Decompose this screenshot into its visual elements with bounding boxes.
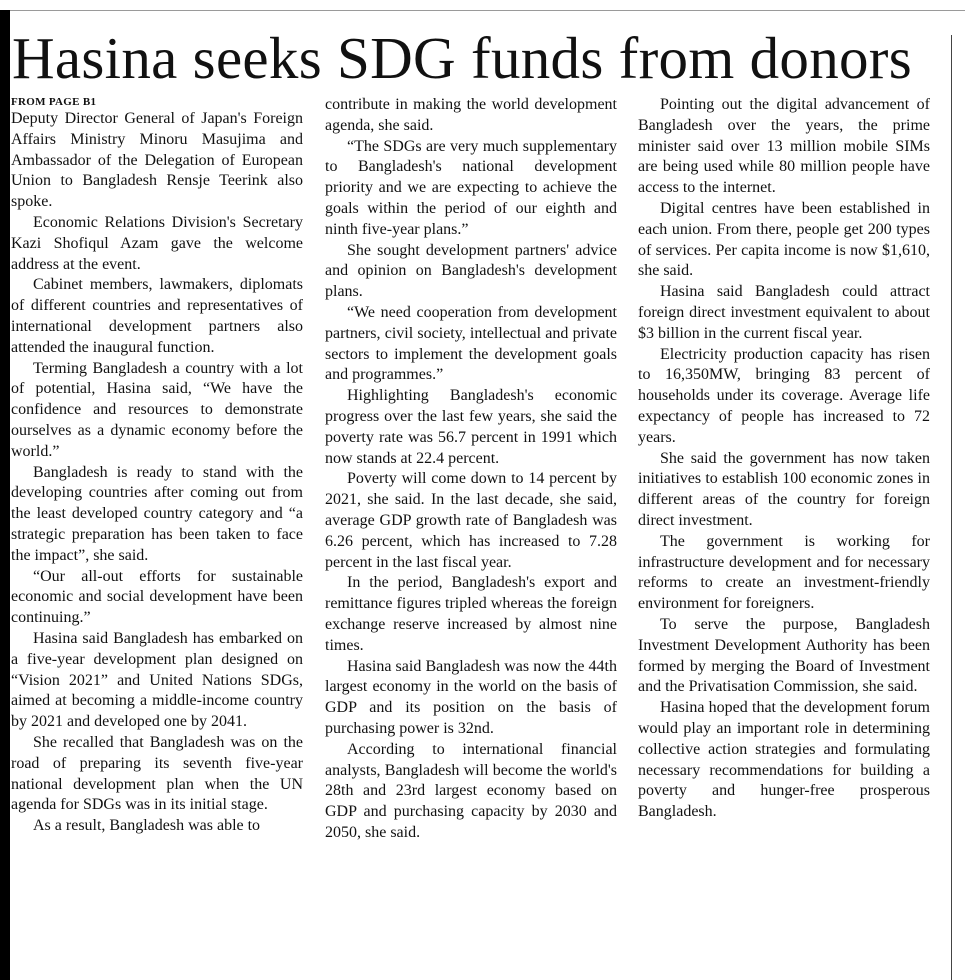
paragraph: Economic Relations Division's Secretary Kazi Shofiqul Azam gave the welcome address at the event. — [11, 213, 303, 273]
paragraph: According to international financial analysts, Bangladesh will become the world's 28th and 23rd largest economy based on GDP and purchasing capacity by 2030 and 2050, she said. — [325, 740, 617, 841]
paragraph: Hasina hoped that the development forum would play an important role in determining collective action strategies and formulating necessary recommendations for building a poverty and hunger-free prosperous Bangladesh. — [638, 699, 930, 821]
left-edge-bar — [0, 10, 10, 980]
paragraph: As a result, Bangladesh was able to — [33, 817, 261, 835]
paragraph: Bangladesh is ready to stand with the developing countries after coming out from the least developed country category and “a strategic preparation has been taken to face the impact”, she said. — [11, 463, 303, 564]
paragraph: The government is working for infrastructure development and for necessary reforms to create an investment-friendly environment for foreigners. — [638, 532, 930, 613]
paragraph: Digital centres have been established in each union. From there, people get 200 types of services. Per capita income is now $1,610, she said. — [638, 199, 930, 280]
continued-from-label: FROM PAGE B1 — [11, 96, 97, 108]
paragraph: Cabinet members, lawmakers, diplomats of different countries and representatives of international development partners also attended the inaugural function. — [11, 276, 303, 356]
paragraph: Electricity production capacity has risen to 16,350MW, bringing 83 percent of households under its coverage. Average life expectancy of people has increased to 72 years. — [638, 345, 930, 446]
paragraph: “The SDGs are very much supplementary to Bangladesh's national development priority and we are expecting to achieve the goals within the period of our eighth and ninth five-year plans.” — [325, 137, 617, 238]
paragraph: Pointing out the digital advancement of Bangladesh over the years, the prime minister said over 13 million mobile SIMs are being used while 80 million people have access to the internet. — [638, 96, 930, 197]
paragraph: Hasina said Bangladesh could attract foreign direct investment equivalent to about $3 billion in the current fiscal year. — [638, 283, 930, 342]
paragraph: “We need cooperation from development partners, civil society, intellectual and private sectors to implement the development goals and programmes.” — [325, 303, 617, 384]
top-rule — [0, 10, 965, 11]
paragraph: She recalled that Bangladesh was on the road of preparing its seventh five-year national development plan when the UN agenda for SDGs was in its initial stage. — [11, 733, 303, 814]
column-rule-right — [951, 35, 952, 980]
headline: Hasina seeks SDG funds from donors — [12, 25, 913, 91]
paragraph: In the period, Bangladesh's export and remittance figures tripled whereas the foreign exchange reserve increased by almost nine times. — [325, 574, 617, 654]
paragraph: Highlighting Bangladesh's economic progress over the last few years, she said the poverty rate was 56.7 percent in 1991 which now stands at 22.4 percent. — [325, 387, 617, 467]
article-column-1 — [11, 95, 303, 975]
paragraph: contribute in making the world development agenda, she said. — [325, 96, 617, 134]
paragraph: Deputy Director General of Japan's Foreign Affairs Ministry Minoru Masujima and Ambassador of the Delegation of European Union to Bangladesh Rensje Teerink also spoke. — [11, 110, 303, 211]
paragraph: Poverty will come down to 14 percent by 2021, she said. In the last decade, she said, average GDP growth rate of Bangladesh was 6.26 percent, which has increased to 7.28 percent in the last fiscal year. — [325, 470, 617, 571]
paragraph: She said the government has now taken initiatives to establish 100 economic zones in different areas of the country for foreign direct investment. — [638, 449, 930, 529]
article-column-2 — [325, 95, 617, 975]
paragraph: Hasina said Bangladesh was now the 44th largest economy in the world on the basis of GDP and its position on the basis of purchasing power is 32nd. — [325, 657, 617, 737]
paragraph: Terming Bangladesh a country with a lot of potential, Hasina said, “We have the confidence and resources to demonstrate ourselves as a dynamic economy before the world.” — [11, 359, 303, 460]
paragraph: To serve the purpose, Bangladesh Investment Development Authority has been formed by merging the Board of Investment and the Privatisation Commission, she said. — [638, 615, 930, 696]
paragraph: Hasina said Bangladesh has embarked on a five-year development plan designed on “Vision 2021” and United Nations SDGs, aimed at becoming a middle-income country by 2021 and developed one by 2041. — [11, 629, 303, 731]
article-column-3 — [638, 95, 930, 975]
paragraph: She sought development partners' advice and opinion on Bangladesh's development plans. — [325, 241, 617, 301]
paragraph: “Our all-out efforts for sustainable economic and social development have been continuing.” — [11, 567, 303, 627]
